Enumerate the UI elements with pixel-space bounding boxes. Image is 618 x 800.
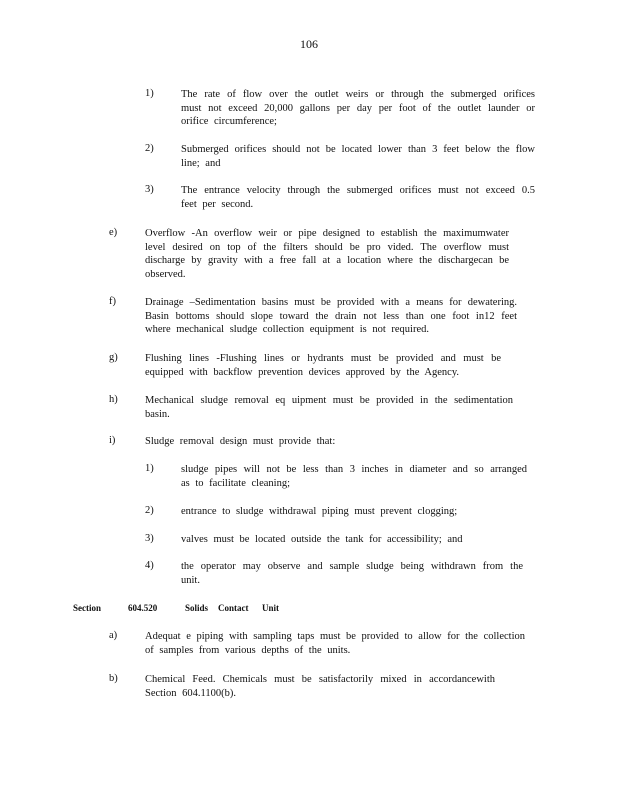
paragraph-text: Flushing lines -Flushing lines or hydrants must be provided and must be equipped with backflow prevention devices approved by the Agency.	[145, 353, 501, 378]
paragraph-label: e)	[109, 227, 118, 238]
list-item-label: 1)	[145, 463, 154, 474]
list-item-label: 3)	[145, 533, 154, 544]
paragraph-text: Adequat e piping with sampling taps must be provided to allow for the collection of samples from various depths of the units.	[145, 631, 525, 656]
paragraph-text: Mechanical sludge removal eq uipment must be provided in the sedimentation basin.	[145, 395, 513, 420]
paragraph-label: f)	[109, 296, 116, 307]
list-item-label: 3)	[145, 184, 154, 195]
section-number: 604.520	[128, 603, 158, 613]
paragraph-text: Drainage –Sedimentation basins must be provided with a means for dewatering. Basin bottoms should slope toward the drain not less than one foot in12 feet where mechanical sludge collection equipment is not required.	[145, 297, 517, 335]
paragraph-label: b)	[109, 673, 118, 684]
list-item-text: entrance to sludge withdrawal piping must prevent clogging;	[181, 506, 458, 517]
section-word: Section	[73, 603, 101, 613]
list-item-text: valves must be located outside the tank for accessibility; and	[181, 534, 463, 545]
list-item-label: 2)	[145, 505, 154, 516]
list-item-text: The rate of flow over the outlet weirs or through the submerged orifices must not exceed 20,000 gallons per day per foot of the outlet launder or orifice circumference;	[181, 89, 535, 127]
section-title-word: Unit	[262, 603, 280, 613]
paragraph-text: Chemical Feed. Chemicals must be satisfactorily mixed in accordancewith Section 604.1100(b).	[145, 674, 495, 699]
list-item-text: The entrance velocity through the submerged orifices must not exceed 0.5 feet per second.	[181, 185, 535, 210]
section-heading	[73, 603, 279, 613]
section-title-word: Solids	[185, 603, 209, 613]
paragraph-label: a)	[109, 630, 118, 641]
list-item-text: sludge pipes will not be less than 3 inches in diameter and so arranged as to facilitate cleaning;	[181, 464, 527, 489]
section-title-word: Contact	[218, 603, 249, 613]
page-number: 106	[300, 37, 318, 51]
list-item-label: 2)	[145, 143, 154, 154]
list-item-text: the operator may observe and sample sludge being withdrawn from the unit.	[181, 561, 523, 586]
paragraph-text: Sludge removal design must provide that:	[145, 436, 336, 447]
paragraph-label: i)	[109, 435, 116, 446]
paragraph-text: Overflow -An overflow weir or pipe designed to establish the maximumwater level desired on top of the filters should be pro vided. The overflow must discharge by gravity with a free fall at a location where the dischargecan be observed.	[145, 228, 509, 280]
list-item-label: 1)	[145, 88, 154, 99]
list-item-label: 4)	[145, 560, 154, 571]
list-item-text: Submerged orifices should not be located lower than 3 feet below the flow line; and	[181, 144, 535, 169]
paragraph-label: h)	[109, 394, 118, 405]
paragraph-label: g)	[109, 352, 118, 363]
